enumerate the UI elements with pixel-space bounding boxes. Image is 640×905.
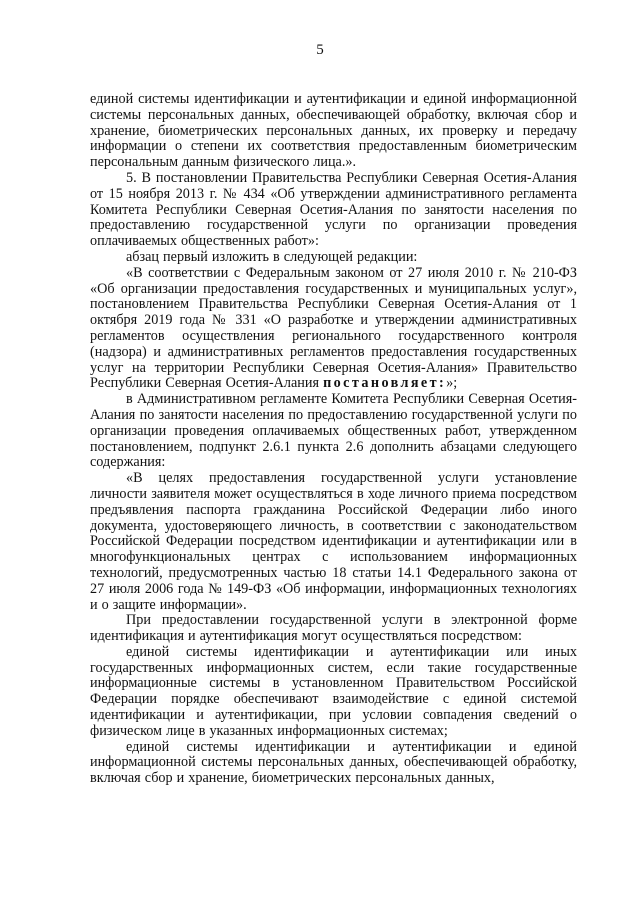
paragraph-new-preamble [90, 266, 577, 392]
decree-word: постановляет: [323, 375, 447, 392]
paragraph-regulation-amendment: в Административном регламенте Комитета Республики Северная Осетия-Алания по занятости населения по предоставлению государственной услуги по организации проведения оплачиваемых общественных работ, утвержденном постановлением, подпункт 2.6.1 пункта 2.6 дополнить абзацами следующего содержания: [90, 391, 577, 471]
paragraph-continuation: единой системы идентификации и аутентификации и единой информационной системы персональных данных, обеспечивающей обработку, включая сбор и хранение, биометрических персональных данных, их проверку и передачу информации о степени их соответствия предоставленным биометрическим персональным данным физического лица.». [90, 91, 577, 171]
page-number: 5 [316, 42, 324, 58]
paragraph-identity-verification: «В целях предоставления государственной услуги установление личности заявителя может осуществляться в ходе личного приема посредством предъявления паспорта гражданина Российской Федерации либо иного документа, удостоверяющего личность, в соответствии с законодательством Российской Федерации посредством идентификации и аутентификации или в многофункциональных центрах с использованием информационных технологий, предусмотренных частью 18 статьи 14.1 Федерального закона от 27 июля 2006 года № 149-ФЗ «Об информации, информационных технологиях и о защите информации». [90, 470, 577, 613]
paragraph-esia: единой системы идентификации и аутентификации или иных государственных информационных систем, если такие государственные информационные системы в установленном Правительством Российской Федерации порядке обеспечивают взаимодействие с единой системой идентификации и аутентификации, при условии совпадения сведений о физическом лице в указанных информационных системах; [90, 643, 577, 739]
paragraph-item-5: 5. В постановлении Правительства Республики Северная Осетия-Алания от 15 ноября 2013 г. № 434 «Об утверждении административного регламента Комитета Республики Северная Осетия-Алания по занятости населения по предоставлению государственной услуги по организации проведения оплачиваемых общественных работ»: [90, 169, 577, 250]
preamble-text: «В соответствии с Федеральным законом от 27 июля 2010 г. № 210-ФЗ «Об организации предоставления государственных и муниципальных услуг», постановлением Правительства Республики Северная Осетия-Алания от 1 октября 2019 года № 331 «О разработке и утверждении административных регламентов осуществления регионального государственного контроля (надзора) и административных регламентов предоставления государственных услуг на территории Республики Северная Осетия-Алания» Правительство Республики Северная Осетия-Алания [90, 264, 577, 392]
paragraph-instruction: абзац первый изложить в следующей редакции: [126, 248, 418, 265]
document-body [90, 92, 577, 787]
paragraph-electronic-form: При предоставлении государственной услуги в электронной форме идентификация и аутентификация могут осуществляться посредством: [90, 612, 577, 645]
paragraph-biometric: единой системы идентификации и аутентификации и единой информационной системы персональных данных, обеспечивающей обработку, включая сбор и хранение, биометрических персональных данных, [90, 738, 577, 787]
decree-tail: »; [446, 375, 458, 392]
